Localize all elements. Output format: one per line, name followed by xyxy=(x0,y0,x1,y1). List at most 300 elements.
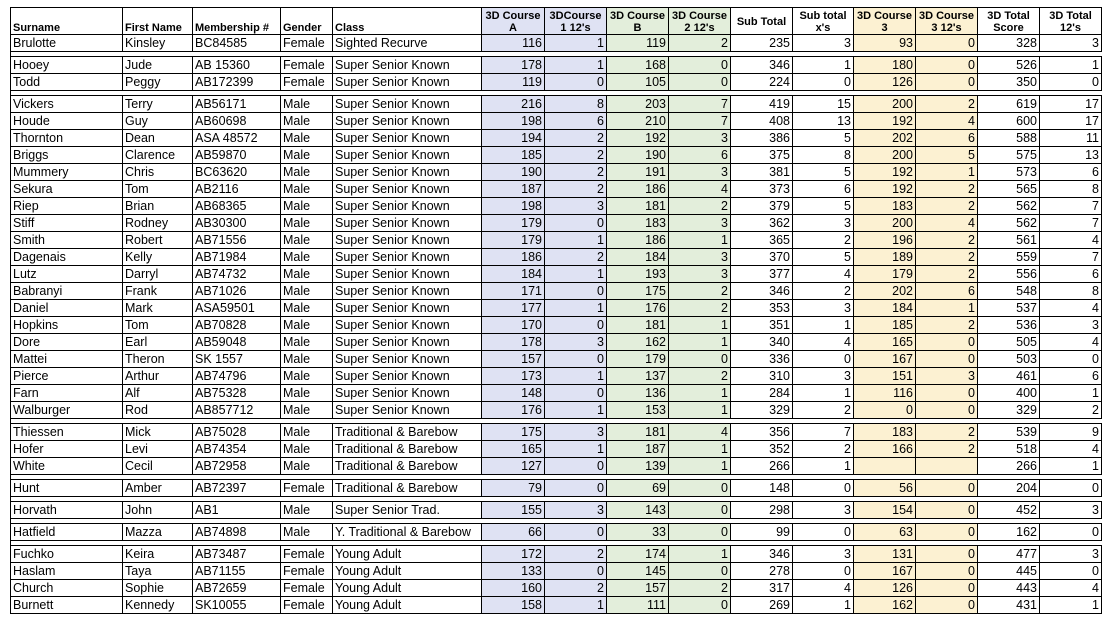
header-first-name[interactable]: First Name xyxy=(123,8,193,35)
cell-course-a[interactable]: 216 xyxy=(482,96,545,113)
cell-surname[interactable]: Thiessen xyxy=(11,424,123,441)
cell-course-b-12s[interactable]: 2 xyxy=(669,580,731,597)
cell-surname[interactable]: Riep xyxy=(11,198,123,215)
cell-class[interactable]: Super Senior Known xyxy=(333,57,482,74)
cell-course-b-12s[interactable]: 2 xyxy=(669,35,731,52)
cell-first-name[interactable]: Peggy xyxy=(123,74,193,91)
cell-class[interactable]: Super Senior Known xyxy=(333,181,482,198)
cell-membership[interactable]: AB74354 xyxy=(193,441,281,458)
cell-course-b-12s[interactable]: 3 xyxy=(669,164,731,181)
cell-total-12s[interactable]: 0 xyxy=(1040,74,1102,91)
cell-total-score[interactable]: 565 xyxy=(978,181,1040,198)
cell-class[interactable]: Super Senior Known xyxy=(333,385,482,402)
cell-surname[interactable]: Briggs xyxy=(11,147,123,164)
cell-subtotal-xs[interactable]: 1 xyxy=(793,57,854,74)
cell-course-a-12s[interactable]: 0 xyxy=(545,317,607,334)
cell-total-score[interactable]: 518 xyxy=(978,441,1040,458)
header-gender[interactable]: Gender xyxy=(281,8,333,35)
cell-course-3-12s[interactable]: 6 xyxy=(916,130,978,147)
cell-total-12s[interactable]: 4 xyxy=(1040,232,1102,249)
cell-course-3-12s[interactable]: 2 xyxy=(916,317,978,334)
cell-course-3[interactable]: 151 xyxy=(854,368,916,385)
cell-course-3[interactable]: 200 xyxy=(854,215,916,232)
cell-class[interactable]: Super Senior Known xyxy=(333,232,482,249)
cell-class[interactable]: Super Senior Known xyxy=(333,334,482,351)
cell-course-b[interactable]: 181 xyxy=(607,317,669,334)
header-total-score[interactable] xyxy=(978,8,1040,35)
cell-course-a-12s[interactable]: 1 xyxy=(545,597,607,614)
cell-class[interactable]: Super Senior Known xyxy=(333,215,482,232)
cell-course-a-12s[interactable]: 2 xyxy=(545,580,607,597)
cell-course-3-12s[interactable]: 2 xyxy=(916,198,978,215)
cell-total-score[interactable]: 588 xyxy=(978,130,1040,147)
cell-subtotal-xs[interactable]: 5 xyxy=(793,249,854,266)
cell-course-3-12s[interactable]: 3 xyxy=(916,368,978,385)
cell-first-name[interactable]: Mazza xyxy=(123,524,193,541)
cell-course-a-12s[interactable]: 6 xyxy=(545,113,607,130)
cell-surname[interactable]: Burnett xyxy=(11,597,123,614)
cell-subtotal[interactable]: 381 xyxy=(731,164,793,181)
cell-membership[interactable]: AB72659 xyxy=(193,580,281,597)
cell-surname[interactable]: White xyxy=(11,458,123,475)
cell-course-a[interactable]: 173 xyxy=(482,368,545,385)
cell-total-score[interactable]: 400 xyxy=(978,385,1040,402)
cell-total-score[interactable]: 562 xyxy=(978,198,1040,215)
cell-class[interactable]: Super Senior Known xyxy=(333,164,482,181)
cell-course-3[interactable]: 179 xyxy=(854,266,916,283)
cell-subtotal-xs[interactable]: 1 xyxy=(793,317,854,334)
cell-course-b[interactable]: 190 xyxy=(607,147,669,164)
cell-course-b[interactable]: 186 xyxy=(607,181,669,198)
cell-subtotal[interactable]: 386 xyxy=(731,130,793,147)
cell-first-name[interactable]: Dean xyxy=(123,130,193,147)
cell-class[interactable]: Super Senior Known xyxy=(333,130,482,147)
cell-subtotal-xs[interactable]: 1 xyxy=(793,597,854,614)
cell-course-a-12s[interactable]: 0 xyxy=(545,458,607,475)
cell-gender[interactable]: Male xyxy=(281,502,333,519)
cell-course-b[interactable]: 184 xyxy=(607,249,669,266)
cell-course-3[interactable]: 183 xyxy=(854,198,916,215)
cell-course-a[interactable]: 187 xyxy=(482,181,545,198)
cell-first-name[interactable]: Guy xyxy=(123,113,193,130)
cell-total-score[interactable]: 600 xyxy=(978,113,1040,130)
cell-surname[interactable]: Hooey xyxy=(11,57,123,74)
cell-course-a[interactable]: 177 xyxy=(482,300,545,317)
cell-gender[interactable]: Female xyxy=(281,546,333,563)
cell-membership[interactable]: SK10055 xyxy=(193,597,281,614)
cell-surname[interactable]: Hofer xyxy=(11,441,123,458)
cell-course-b-12s[interactable]: 0 xyxy=(669,74,731,91)
cell-course-3[interactable]: 196 xyxy=(854,232,916,249)
cell-course-3-12s[interactable]: 2 xyxy=(916,249,978,266)
cell-first-name[interactable]: Darryl xyxy=(123,266,193,283)
cell-course-b[interactable]: 143 xyxy=(607,502,669,519)
cell-course-a-12s[interactable]: 2 xyxy=(545,147,607,164)
cell-course-b[interactable]: 203 xyxy=(607,96,669,113)
cell-subtotal[interactable]: 346 xyxy=(731,57,793,74)
cell-subtotal-xs[interactable]: 0 xyxy=(793,563,854,580)
cell-first-name[interactable]: Tom xyxy=(123,181,193,198)
header-course-b[interactable] xyxy=(607,8,669,35)
cell-course-a-12s[interactable]: 1 xyxy=(545,57,607,74)
cell-subtotal-xs[interactable]: 13 xyxy=(793,113,854,130)
cell-surname[interactable]: Vickers xyxy=(11,96,123,113)
cell-course-a-12s[interactable]: 0 xyxy=(545,283,607,300)
cell-membership[interactable]: AB60698 xyxy=(193,113,281,130)
cell-subtotal[interactable]: 351 xyxy=(731,317,793,334)
cell-course-3[interactable]: 192 xyxy=(854,113,916,130)
cell-gender[interactable]: Male xyxy=(281,147,333,164)
cell-class[interactable]: Super Senior Known xyxy=(333,198,482,215)
cell-class[interactable]: Super Senior Known xyxy=(333,113,482,130)
cell-total-12s[interactable]: 4 xyxy=(1040,334,1102,351)
cell-course-a-12s[interactable]: 0 xyxy=(545,524,607,541)
cell-total-score[interactable]: 539 xyxy=(978,424,1040,441)
cell-course-b[interactable]: 136 xyxy=(607,385,669,402)
cell-subtotal-xs[interactable]: 15 xyxy=(793,96,854,113)
cell-membership[interactable]: AB71026 xyxy=(193,283,281,300)
cell-subtotal-xs[interactable]: 5 xyxy=(793,164,854,181)
cell-gender[interactable]: Male xyxy=(281,232,333,249)
cell-course-a[interactable]: 160 xyxy=(482,580,545,597)
cell-surname[interactable]: Daniel xyxy=(11,300,123,317)
cell-course-b-12s[interactable]: 2 xyxy=(669,300,731,317)
cell-subtotal[interactable]: 365 xyxy=(731,232,793,249)
cell-total-12s[interactable]: 3 xyxy=(1040,317,1102,334)
cell-course-a-12s[interactable]: 1 xyxy=(545,300,607,317)
cell-class[interactable]: Super Senior Known xyxy=(333,368,482,385)
cell-total-score[interactable]: 204 xyxy=(978,480,1040,497)
cell-course-a[interactable]: 178 xyxy=(482,57,545,74)
cell-course-b-12s[interactable]: 1 xyxy=(669,334,731,351)
cell-course-b-12s[interactable]: 0 xyxy=(669,524,731,541)
cell-first-name[interactable]: John xyxy=(123,502,193,519)
cell-class[interactable]: Traditional & Barebow xyxy=(333,441,482,458)
cell-course-3-12s[interactable]: 0 xyxy=(916,480,978,497)
cell-course-b-12s[interactable]: 1 xyxy=(669,402,731,419)
cell-subtotal-xs[interactable]: 7 xyxy=(793,424,854,441)
cell-course-3[interactable]: 200 xyxy=(854,96,916,113)
cell-subtotal-xs[interactable]: 0 xyxy=(793,351,854,368)
cell-surname[interactable]: Lutz xyxy=(11,266,123,283)
cell-total-12s[interactable]: 17 xyxy=(1040,96,1102,113)
cell-subtotal[interactable]: 235 xyxy=(731,35,793,52)
cell-subtotal-xs[interactable]: 5 xyxy=(793,130,854,147)
cell-gender[interactable]: Female xyxy=(281,74,333,91)
cell-surname[interactable]: Hopkins xyxy=(11,317,123,334)
cell-course-3-12s[interactable]: 0 xyxy=(916,334,978,351)
cell-course-a-12s[interactable]: 0 xyxy=(545,563,607,580)
cell-course-b-12s[interactable]: 1 xyxy=(669,546,731,563)
header-subtotal[interactable]: Sub Total xyxy=(731,8,793,35)
cell-subtotal[interactable]: 317 xyxy=(731,580,793,597)
cell-course-b[interactable]: 193 xyxy=(607,266,669,283)
cell-total-12s[interactable]: 7 xyxy=(1040,215,1102,232)
cell-first-name[interactable]: Kennedy xyxy=(123,597,193,614)
cell-surname[interactable]: Houde xyxy=(11,113,123,130)
cell-course-b-12s[interactable]: 7 xyxy=(669,113,731,130)
cell-course-a-12s[interactable]: 0 xyxy=(545,215,607,232)
cell-subtotal[interactable]: 278 xyxy=(731,563,793,580)
cell-total-score[interactable]: 503 xyxy=(978,351,1040,368)
cell-course-3-12s[interactable]: 0 xyxy=(916,385,978,402)
cell-class[interactable]: Super Senior Trad. xyxy=(333,502,482,519)
cell-course-b-12s[interactable]: 2 xyxy=(669,368,731,385)
cell-course-a[interactable]: 179 xyxy=(482,232,545,249)
cell-gender[interactable]: Female xyxy=(281,563,333,580)
cell-subtotal[interactable]: 329 xyxy=(731,402,793,419)
cell-total-12s[interactable]: 1 xyxy=(1040,385,1102,402)
cell-first-name[interactable]: Tom xyxy=(123,317,193,334)
cell-course-b-12s[interactable]: 1 xyxy=(669,458,731,475)
cell-subtotal-xs[interactable]: 1 xyxy=(793,458,854,475)
header-total-12s[interactable] xyxy=(1040,8,1102,35)
cell-membership[interactable]: AB68365 xyxy=(193,198,281,215)
cell-course-a[interactable]: 148 xyxy=(482,385,545,402)
cell-course-3-12s[interactable]: 2 xyxy=(916,424,978,441)
cell-course-b[interactable]: 145 xyxy=(607,563,669,580)
cell-first-name[interactable]: Keira xyxy=(123,546,193,563)
cell-course-b[interactable]: 186 xyxy=(607,232,669,249)
cell-class[interactable]: Super Senior Known xyxy=(333,147,482,164)
cell-gender[interactable]: Male xyxy=(281,130,333,147)
cell-course-b-12s[interactable]: 2 xyxy=(669,198,731,215)
cell-course-3-12s[interactable]: 2 xyxy=(916,266,978,283)
cell-first-name[interactable]: Kinsley xyxy=(123,35,193,52)
cell-course-3-12s[interactable]: 2 xyxy=(916,181,978,198)
cell-course-a[interactable]: 119 xyxy=(482,74,545,91)
cell-course-b-12s[interactable]: 0 xyxy=(669,502,731,519)
cell-gender[interactable]: Male xyxy=(281,164,333,181)
cell-course-b-12s[interactable]: 3 xyxy=(669,130,731,147)
cell-membership[interactable]: AB73487 xyxy=(193,546,281,563)
cell-course-3-12s[interactable]: 5 xyxy=(916,147,978,164)
cell-course-3[interactable]: 93 xyxy=(854,35,916,52)
cell-first-name[interactable]: Mark xyxy=(123,300,193,317)
cell-course-3[interactable]: 189 xyxy=(854,249,916,266)
cell-first-name[interactable]: Alf xyxy=(123,385,193,402)
cell-course-3[interactable]: 183 xyxy=(854,424,916,441)
cell-subtotal[interactable]: 353 xyxy=(731,300,793,317)
cell-course-3-12s[interactable]: 0 xyxy=(916,502,978,519)
cell-membership[interactable]: AB857712 xyxy=(193,402,281,419)
cell-course-3[interactable] xyxy=(854,458,916,475)
cell-first-name[interactable]: Amber xyxy=(123,480,193,497)
cell-subtotal[interactable]: 99 xyxy=(731,524,793,541)
cell-subtotal-xs[interactable]: 3 xyxy=(793,368,854,385)
cell-class[interactable]: Super Senior Known xyxy=(333,249,482,266)
cell-surname[interactable]: Pierce xyxy=(11,368,123,385)
cell-total-score[interactable]: 561 xyxy=(978,232,1040,249)
cell-course-a[interactable]: 158 xyxy=(482,597,545,614)
cell-total-score[interactable]: 526 xyxy=(978,57,1040,74)
cell-membership[interactable]: BC63620 xyxy=(193,164,281,181)
cell-course-a-12s[interactable]: 1 xyxy=(545,266,607,283)
cell-course-3[interactable]: 165 xyxy=(854,334,916,351)
cell-class[interactable]: Young Adult xyxy=(333,563,482,580)
cell-course-b[interactable]: 119 xyxy=(607,35,669,52)
cell-course-3-12s[interactable]: 0 xyxy=(916,546,978,563)
cell-class[interactable]: Super Senior Known xyxy=(333,300,482,317)
cell-gender[interactable]: Male xyxy=(281,368,333,385)
cell-total-score[interactable]: 452 xyxy=(978,502,1040,519)
cell-surname[interactable]: Farn xyxy=(11,385,123,402)
cell-surname[interactable]: Todd xyxy=(11,74,123,91)
cell-course-b-12s[interactable]: 3 xyxy=(669,266,731,283)
cell-subtotal[interactable]: 379 xyxy=(731,198,793,215)
cell-course-b[interactable]: 105 xyxy=(607,74,669,91)
cell-subtotal[interactable]: 224 xyxy=(731,74,793,91)
cell-total-12s[interactable]: 7 xyxy=(1040,198,1102,215)
cell-first-name[interactable]: Chris xyxy=(123,164,193,181)
cell-total-score[interactable]: 350 xyxy=(978,74,1040,91)
cell-total-12s[interactable]: 8 xyxy=(1040,283,1102,300)
cell-course-b-12s[interactable]: 1 xyxy=(669,317,731,334)
cell-course-a[interactable]: 178 xyxy=(482,334,545,351)
cell-membership[interactable]: AB 15360 xyxy=(193,57,281,74)
cell-surname[interactable]: Dore xyxy=(11,334,123,351)
cell-first-name[interactable]: Rodney xyxy=(123,215,193,232)
cell-course-b[interactable]: 181 xyxy=(607,198,669,215)
cell-course-a-12s[interactable]: 3 xyxy=(545,334,607,351)
cell-course-3[interactable]: 166 xyxy=(854,441,916,458)
cell-course-a-12s[interactable]: 2 xyxy=(545,130,607,147)
cell-membership[interactable]: AB59048 xyxy=(193,334,281,351)
cell-course-a-12s[interactable]: 3 xyxy=(545,424,607,441)
cell-gender[interactable]: Male xyxy=(281,181,333,198)
cell-first-name[interactable]: Terry xyxy=(123,96,193,113)
cell-course-a-12s[interactable]: 8 xyxy=(545,96,607,113)
cell-first-name[interactable]: Taya xyxy=(123,563,193,580)
cell-total-score[interactable]: 328 xyxy=(978,35,1040,52)
cell-course-3-12s[interactable]: 1 xyxy=(916,300,978,317)
cell-membership[interactable]: AB75328 xyxy=(193,385,281,402)
cell-gender[interactable]: Male xyxy=(281,458,333,475)
header-subtotal-xs[interactable] xyxy=(793,8,854,35)
cell-course-b[interactable]: 162 xyxy=(607,334,669,351)
cell-course-a[interactable]: 172 xyxy=(482,546,545,563)
cell-course-3-12s[interactable]: 0 xyxy=(916,580,978,597)
cell-course-b[interactable]: 181 xyxy=(607,424,669,441)
cell-course-b-12s[interactable]: 0 xyxy=(669,351,731,368)
cell-course-a[interactable]: 198 xyxy=(482,198,545,215)
cell-class[interactable]: Super Senior Known xyxy=(333,266,482,283)
cell-total-12s[interactable]: 4 xyxy=(1040,580,1102,597)
cell-course-a-12s[interactable]: 1 xyxy=(545,368,607,385)
cell-course-a-12s[interactable]: 0 xyxy=(545,480,607,497)
cell-surname[interactable]: Fuchko xyxy=(11,546,123,563)
cell-subtotal-xs[interactable]: 3 xyxy=(793,215,854,232)
cell-surname[interactable]: Babranyi xyxy=(11,283,123,300)
cell-total-score[interactable]: 548 xyxy=(978,283,1040,300)
cell-course-b[interactable]: 210 xyxy=(607,113,669,130)
cell-course-a[interactable]: 66 xyxy=(482,524,545,541)
cell-course-b[interactable]: 192 xyxy=(607,130,669,147)
cell-course-b[interactable]: 33 xyxy=(607,524,669,541)
cell-subtotal[interactable]: 298 xyxy=(731,502,793,519)
cell-surname[interactable]: Sekura xyxy=(11,181,123,198)
cell-membership[interactable]: AB71556 xyxy=(193,232,281,249)
cell-gender[interactable]: Female xyxy=(281,57,333,74)
cell-subtotal-xs[interactable]: 4 xyxy=(793,334,854,351)
cell-membership[interactable]: AB172399 xyxy=(193,74,281,91)
cell-gender[interactable]: Female xyxy=(281,35,333,52)
cell-gender[interactable]: Male xyxy=(281,334,333,351)
cell-first-name[interactable]: Robert xyxy=(123,232,193,249)
cell-course-b[interactable]: 191 xyxy=(607,164,669,181)
cell-course-b[interactable]: 175 xyxy=(607,283,669,300)
cell-subtotal[interactable]: 346 xyxy=(731,283,793,300)
cell-subtotal-xs[interactable]: 3 xyxy=(793,300,854,317)
cell-class[interactable]: Super Senior Known xyxy=(333,74,482,91)
cell-course-a-12s[interactable]: 3 xyxy=(545,502,607,519)
cell-total-score[interactable]: 559 xyxy=(978,249,1040,266)
cell-course-b-12s[interactable]: 1 xyxy=(669,385,731,402)
cell-subtotal[interactable]: 310 xyxy=(731,368,793,385)
cell-class[interactable]: Y. Traditional & Barebow xyxy=(333,524,482,541)
cell-course-3[interactable]: 63 xyxy=(854,524,916,541)
cell-course-3-12s[interactable]: 2 xyxy=(916,441,978,458)
cell-subtotal[interactable]: 352 xyxy=(731,441,793,458)
cell-membership[interactable]: AB72397 xyxy=(193,480,281,497)
cell-course-b-12s[interactable]: 1 xyxy=(669,441,731,458)
cell-subtotal[interactable]: 356 xyxy=(731,424,793,441)
cell-subtotal-xs[interactable]: 3 xyxy=(793,502,854,519)
cell-course-b[interactable]: 179 xyxy=(607,351,669,368)
cell-total-score[interactable]: 536 xyxy=(978,317,1040,334)
cell-course-3[interactable]: 126 xyxy=(854,74,916,91)
cell-course-3[interactable]: 180 xyxy=(854,57,916,74)
cell-course-a-12s[interactable]: 1 xyxy=(545,35,607,52)
cell-course-a[interactable]: 198 xyxy=(482,113,545,130)
cell-total-score[interactable]: 573 xyxy=(978,164,1040,181)
cell-total-score[interactable]: 329 xyxy=(978,402,1040,419)
cell-course-b[interactable]: 139 xyxy=(607,458,669,475)
cell-gender[interactable]: Male xyxy=(281,266,333,283)
cell-class[interactable]: Super Senior Known xyxy=(333,96,482,113)
header-course-a[interactable] xyxy=(482,8,545,35)
cell-total-12s[interactable]: 1 xyxy=(1040,57,1102,74)
cell-subtotal[interactable]: 408 xyxy=(731,113,793,130)
header-course-b-12s[interactable] xyxy=(669,8,731,35)
cell-subtotal-xs[interactable]: 2 xyxy=(793,232,854,249)
cell-subtotal-xs[interactable]: 3 xyxy=(793,546,854,563)
cell-total-score[interactable]: 619 xyxy=(978,96,1040,113)
cell-gender[interactable]: Male xyxy=(281,283,333,300)
cell-first-name[interactable]: Arthur xyxy=(123,368,193,385)
cell-first-name[interactable]: Clarence xyxy=(123,147,193,164)
cell-subtotal[interactable]: 284 xyxy=(731,385,793,402)
cell-surname[interactable]: Thornton xyxy=(11,130,123,147)
cell-surname[interactable]: Haslam xyxy=(11,563,123,580)
cell-first-name[interactable]: Theron xyxy=(123,351,193,368)
cell-course-b[interactable]: 168 xyxy=(607,57,669,74)
cell-subtotal-xs[interactable]: 2 xyxy=(793,441,854,458)
cell-subtotal[interactable]: 373 xyxy=(731,181,793,198)
cell-gender[interactable]: Female xyxy=(281,580,333,597)
cell-course-3[interactable]: 126 xyxy=(854,580,916,597)
cell-total-12s[interactable]: 6 xyxy=(1040,266,1102,283)
cell-course-a-12s[interactable]: 3 xyxy=(545,198,607,215)
cell-membership[interactable]: AB56171 xyxy=(193,96,281,113)
cell-course-b-12s[interactable]: 4 xyxy=(669,424,731,441)
cell-subtotal[interactable]: 362 xyxy=(731,215,793,232)
cell-total-score[interactable]: 461 xyxy=(978,368,1040,385)
cell-course-b-12s[interactable]: 3 xyxy=(669,249,731,266)
cell-total-score[interactable]: 431 xyxy=(978,597,1040,614)
cell-course-a-12s[interactable]: 0 xyxy=(545,351,607,368)
cell-course-b[interactable]: 174 xyxy=(607,546,669,563)
